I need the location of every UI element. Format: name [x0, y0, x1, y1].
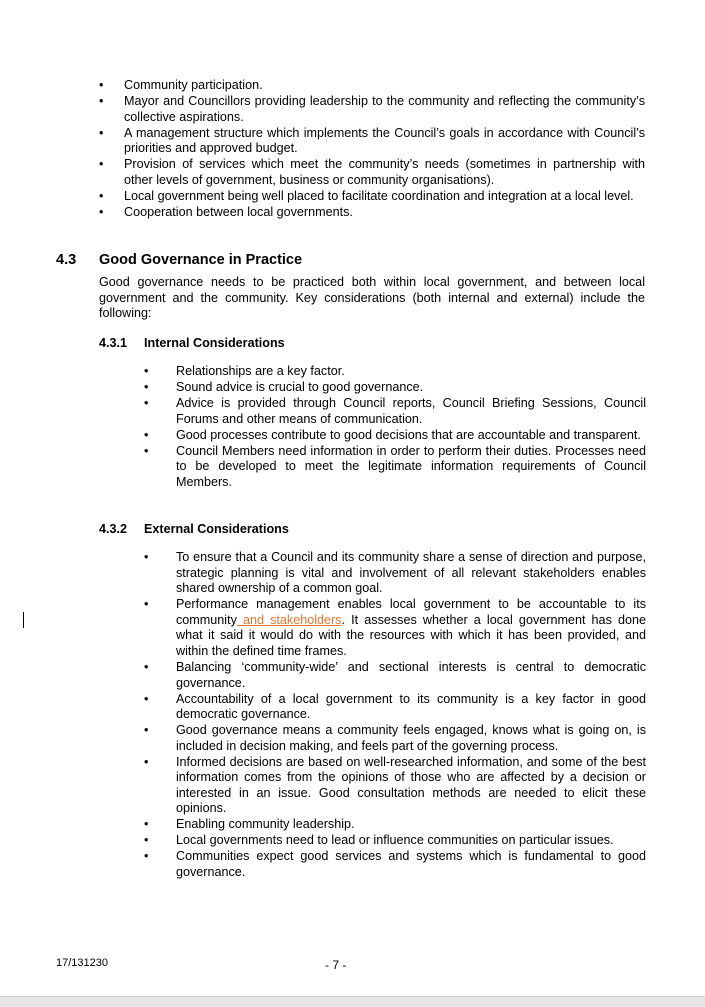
list-item: • Communities expect good services and systems which is fundamental to good governance.: [144, 849, 646, 879]
bullet-icon: •: [99, 78, 104, 92]
subsection-heading-internal: [99, 336, 285, 350]
intro-bullet-list: [99, 78, 645, 221]
section-paragraph: Good governance needs to be practiced both within local government, and between local government and the community. Key considerations (both internal and external) include the following:: [99, 275, 645, 321]
bullet-icon: •: [144, 754, 149, 769]
bullet-icon: •: [144, 379, 149, 394]
bullet-icon: •: [144, 427, 149, 442]
internal-considerations-list: [144, 364, 646, 491]
subsection-number: 4.3.1: [99, 336, 128, 350]
list-item: • Advice is provided through Council reports, Council Briefing Sessions, Council Forums and other means of communication.: [144, 395, 646, 426]
list-item: • Local governments need to lead or influence communities on particular issues.: [144, 833, 614, 848]
list-item: • Cooperation between local governments.: [99, 204, 353, 219]
page-number: - 7 -: [325, 958, 347, 972]
list-item: • Accountability of a local government to its community is a key factor in good democratic governance.: [144, 691, 646, 722]
subsection-title: External Considerations: [144, 522, 289, 536]
bullet-icon: •: [144, 597, 149, 612]
list-item: • Good processes contribute to good decisions that are accountable and transparent.: [144, 427, 641, 442]
page-bottom-edge: [0, 996, 705, 1007]
bullet-icon: •: [144, 849, 149, 864]
tracked-insertion: and stakeholders: [236, 612, 342, 627]
bullet-icon: •: [144, 817, 149, 832]
section-title: Good Governance in Practice: [99, 252, 303, 268]
list-item: • Local government being well placed to facilitate coordination and integration at a local level.: [99, 188, 634, 203]
bullet-icon: •: [144, 443, 149, 458]
bullet-icon: •: [99, 157, 104, 172]
bullet-icon: •: [144, 659, 149, 674]
list-item: • Balancing ‘community-wide’ and sectional interests is central to democratic governance.: [144, 659, 646, 690]
list-item: • Provision of services which meet the community’s needs (sometimes in partnership with other levels of government, business or community organisations).: [99, 157, 645, 187]
section-number: 4.3: [56, 252, 77, 268]
list-item: • Enabling community leadership.: [144, 817, 355, 832]
list-item: • Informed decisions are based on well-researched information, and some of the best information comes from the opinions of those who are affected by a decision or interested in an issue. Good consultation methods are needed to elicit these opinions.: [144, 754, 646, 816]
bullet-icon: •: [99, 125, 104, 140]
bullet-icon: •: [144, 691, 149, 706]
document-reference: 17/131230: [56, 957, 108, 969]
bullet-icon: •: [144, 833, 149, 848]
subsection-heading-external: [99, 522, 289, 536]
list-item: • Sound advice is crucial to good governance.: [144, 379, 424, 394]
section-heading: [56, 252, 302, 268]
bullet-icon: •: [144, 550, 149, 564]
bullet-icon: •: [99, 93, 104, 108]
list-item: • Mayor and Councillors providing leadership to the community and reflecting the community’s collective aspirations.: [99, 93, 645, 124]
bullet-icon: •: [99, 204, 104, 219]
subsection-number: 4.3.2: [99, 522, 128, 536]
list-item: • Relationships are a key factor.: [144, 364, 345, 378]
external-considerations-list: [144, 550, 646, 881]
tracked-change-bar: [23, 612, 24, 628]
bullet-icon: •: [144, 395, 149, 410]
bullet-icon: •: [144, 723, 149, 738]
bullet-icon: •: [144, 364, 149, 378]
list-item: • Performance management enables local government to be accountable to its community and stakeholders. It assesses whether a local government has done what it said it would do with the resources with which it has been provided, and within the defined time frames.: [144, 597, 646, 658]
bullet-icon: •: [99, 188, 104, 203]
list-item: • A management structure which implements the Council’s goals in accordance with Council’s priorities and approved budget.: [99, 125, 645, 156]
list-item: • Good governance means a community feels engaged, knows what is going on, is included in decision making, and feels part of the governing process.: [144, 723, 646, 753]
subsection-title: Internal Considerations: [144, 336, 285, 350]
list-item: • Council Members need information in order to perform their duties. Processes need to be developed to meet the legitimate information requirements of Council Members.: [144, 443, 646, 489]
list-item: • To ensure that a Council and its community share a sense of direction and purpose, strategic planning is vital and involvement of all relevant stakeholders enables shared ownership of a common goal.: [144, 550, 646, 596]
list-item: • Community participation.: [99, 78, 263, 92]
